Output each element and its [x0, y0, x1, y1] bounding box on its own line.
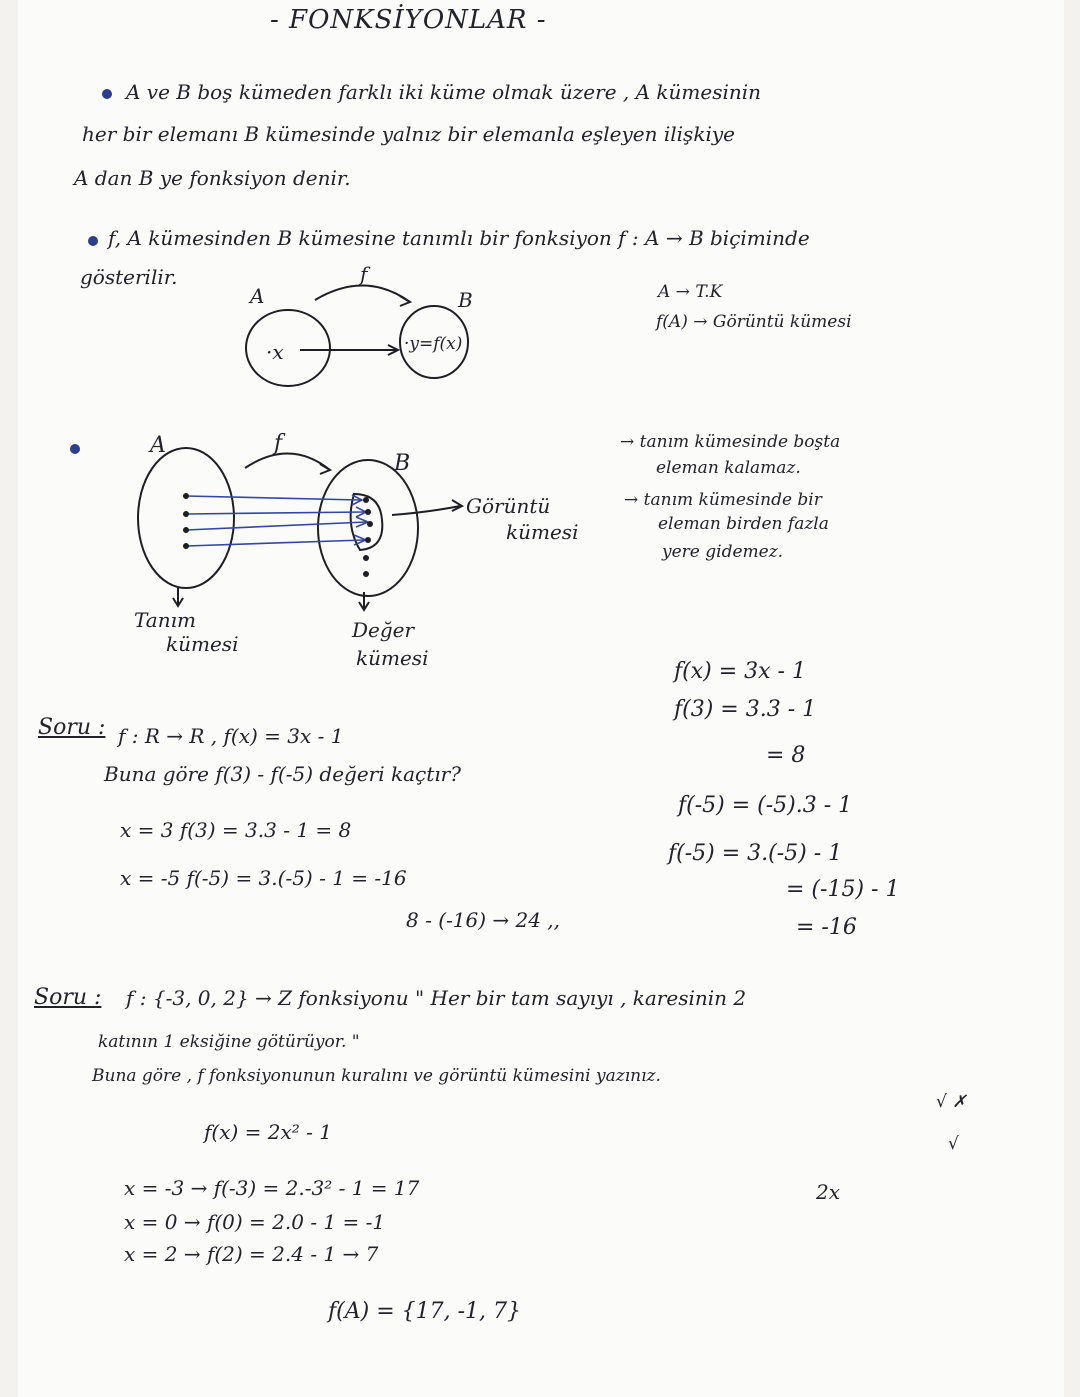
q2-image-set: f(A) = {17, -1, 7}	[328, 1299, 522, 1324]
q1-side-7: = -16	[796, 915, 857, 940]
q1-side-1: f(x) = 3x - 1	[674, 659, 806, 684]
q1-label: Soru :	[38, 715, 106, 740]
q1-side-6: = (-15) - 1	[786, 877, 900, 902]
small-diagram-set-a: A	[250, 284, 265, 308]
q1-step-1: x = 3 f(3) = 3.3 - 1 = 8	[120, 818, 352, 842]
map-line-1	[186, 496, 360, 500]
diagram-f: f	[274, 431, 283, 456]
f-arc-small	[315, 285, 410, 302]
q2-line-3: Buna göre , f fonksiyonunun kuralını ve görüntü kümesini yazınız.	[92, 1066, 661, 1086]
q2-step-1: x = -3 → f(-3) = 2.-3² - 1 = 17	[124, 1176, 420, 1200]
definition-line-2: her bir elemanı B kümesinde yalnız bir elemanla eşleyen ilişkiye	[82, 122, 735, 146]
bullet-dot	[88, 236, 98, 246]
q2-line-1: f : {-3, 0, 2} → Z fonksiyonu " Her bir tam sayıyı , karesinin 2	[126, 986, 747, 1010]
small-diagram-set-b: B	[458, 288, 473, 312]
element-y: ·y=f(x)	[404, 334, 463, 354]
image-set-label-2: kümesi	[506, 520, 579, 544]
bullet-dot	[70, 444, 80, 454]
element-x: ·x	[266, 340, 284, 364]
definition-line-1: A ve B boş kümeden farklı iki küme olmak üzere , A kümesinin	[126, 80, 762, 104]
q1-statement: f : R → R , f(x) = 3x - 1	[118, 724, 344, 748]
rule-2b: eleman birden fazla	[658, 514, 829, 534]
rule-1a: → tanım kümesinde boşta	[620, 432, 841, 452]
q1-side-3: = 8	[766, 743, 806, 768]
rule-1b: eleman kalamaz.	[656, 458, 801, 478]
note-image-set: f(A) → Görüntü kümesi	[656, 312, 852, 332]
notation-line-2: gösterilir.	[80, 265, 178, 289]
definition-line-3: A dan B ye fonksiyon denir.	[74, 166, 351, 190]
map-line-3	[186, 522, 366, 530]
rule-2c: yere gidemez.	[662, 542, 784, 562]
map-line-4	[186, 540, 364, 546]
image-pointer	[392, 506, 460, 515]
q1-ask: Buna göre f(3) - f(-5) değeri kaçtır?	[104, 762, 461, 786]
q1-step-2: x = -5 f(-5) = 3.(-5) - 1 = -16	[120, 866, 407, 890]
q1-side-2: f(3) = 3.3 - 1	[674, 697, 817, 722]
codomain-label: Değer	[352, 618, 415, 642]
domain-label-2: kümesi	[166, 632, 239, 656]
q2-step-2: x = 0 → f(0) = 2.0 - 1 = -1	[124, 1210, 386, 1234]
diagram-set-b: B	[394, 451, 411, 476]
codomain-label-2: kümesi	[356, 646, 429, 670]
small-diagram-f: f	[360, 262, 368, 286]
q1-side-5: f(-5) = 3.(-5) - 1	[668, 841, 843, 866]
q1-result: 8 - (-16) → 24 ,,	[406, 908, 561, 932]
domain-label: Tanım	[134, 608, 196, 632]
q2-line-2: katının 1 eksiğine götürüyor. "	[98, 1032, 360, 1052]
bullet-dot	[102, 89, 112, 99]
set-a-small	[246, 310, 330, 386]
margin-note-1: 2x	[816, 1180, 841, 1204]
rule-2a: → tanım kümesinde bir	[624, 490, 822, 510]
margin-note-2: √ ✗	[936, 1092, 967, 1112]
image-set-label: Görüntü	[466, 494, 551, 518]
q2-label: Soru :	[34, 985, 102, 1010]
map-line-2	[186, 512, 364, 514]
diagram-set-a: A	[150, 433, 166, 458]
q2-rule: f(x) = 2x² - 1	[204, 1120, 332, 1144]
page-title: - FONKSİYONLAR -	[270, 5, 547, 35]
notation-line-1: f, A kümesinden B kümesine tanımlı bir fonksiyon f : A → B biçiminde	[108, 226, 810, 250]
q1-side-4: f(-5) = (-5).3 - 1	[678, 793, 853, 818]
margin-note-3: √	[948, 1134, 959, 1154]
f-arc-main	[245, 453, 330, 470]
q2-step-3: x = 2 → f(2) = 2.4 - 1 → 7	[124, 1242, 379, 1266]
domain-set-ellipse	[138, 448, 234, 588]
note-domain: A → T.K	[658, 282, 723, 302]
